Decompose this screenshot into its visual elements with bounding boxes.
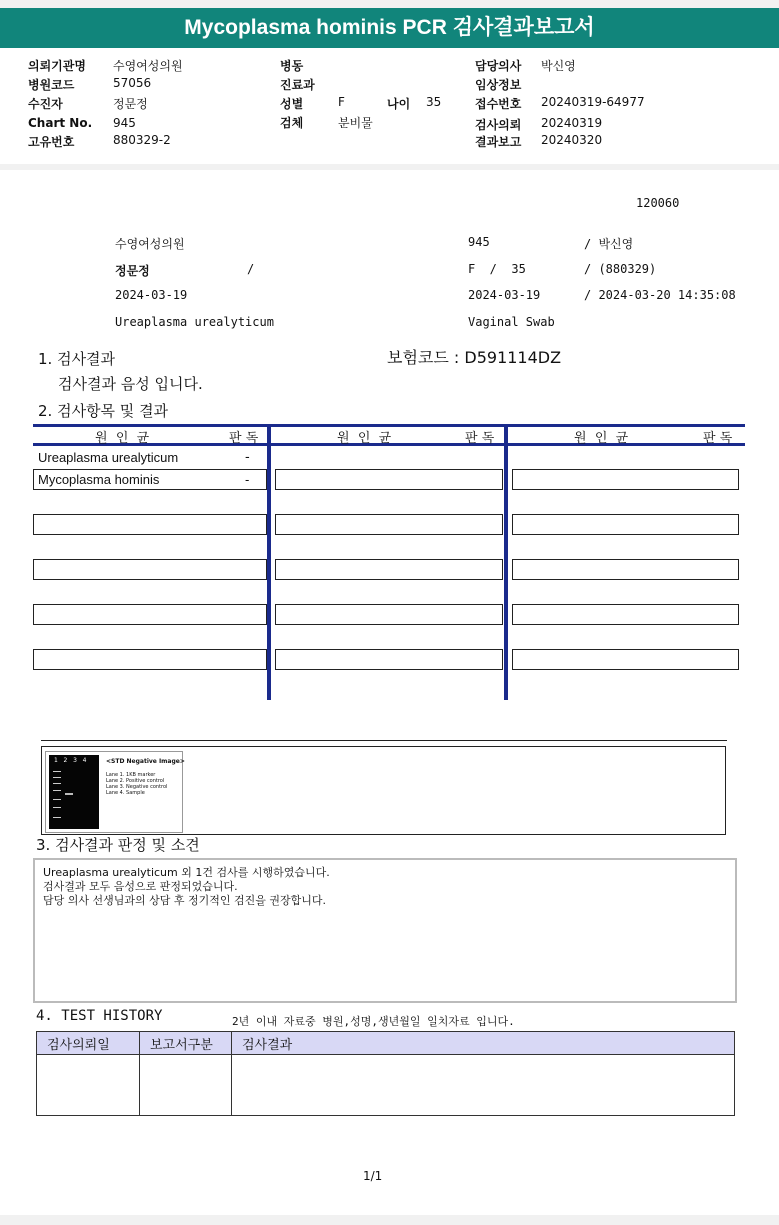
report-title: Mycoplasma hominis PCR 검사결과보고서 [0,8,779,48]
page-number: 1/1 [363,1169,383,1183]
opinion-line: 담당 의사 선생님과의 상담 후 정기적인 검진을 권장합니다. [43,894,326,907]
empty-cell [512,649,739,670]
marker-band [53,783,61,784]
empty-cell [275,469,503,490]
info-collect-date: 2024-03-19 [115,288,188,302]
marker-band [53,807,61,808]
grid-divider-1 [267,424,271,700]
info-specimen: Vaginal Swab [468,315,555,329]
empty-cell [275,559,503,580]
label-department: 진료과 [280,78,315,92]
item-box-2 [33,469,267,490]
value-hospital-code: 57056 [113,76,152,90]
gel-legend-item: Lane 2. Positive control [106,778,165,784]
label-institution: 의뢰기관명 [28,59,86,73]
gel-lane-numbers: 1 2 3 4 [54,757,87,764]
empty-cell [33,649,267,670]
item-name-1: Ureaplasma urealyticum [38,450,179,465]
info-patient: 정문정 [115,264,150,278]
opinion-line: 검사결과 모두 음성으로 판정되었습니다. [43,880,238,893]
info-institution: 수영여성의원 [115,237,185,251]
col3-header-result: 판 독 [703,431,733,446]
info-report-datetime: / 2024-03-20 14:35:08 [584,288,736,302]
image-top-rule [41,740,727,741]
col2-header-result: 판 독 [465,431,495,446]
section-1-result: 검사결과 음성 입니다. [58,375,203,393]
value-request-date: 20240319 [541,116,603,130]
col3-header-organism: 원 인 균 [574,431,629,446]
info-receipt-date: 2024-03-19 [468,288,541,302]
history-header-type: 보고서구분 [140,1032,232,1055]
label-age: 나이 [387,97,411,111]
empty-cell [275,514,503,535]
label-request-date: 검사의뢰 [475,118,522,132]
info-doctor: / 박신영 [584,237,634,251]
history-cell [140,1055,232,1116]
col2-header-organism: 원 인 균 [337,431,392,446]
insurance-code-line [387,345,561,368]
info-birth: / (880329) [584,262,657,276]
section-4-title: 4. TEST HISTORY [36,1008,163,1024]
section-2-title: 2. 검사항목 및 결과 [38,402,169,420]
positive-band [65,793,73,795]
value-institution: 수영여성의원 [113,59,183,73]
empty-cell [512,469,739,490]
empty-cell [33,604,267,625]
gel-legend [106,772,167,796]
label-unique-no: 고유번호 [28,135,75,149]
history-table [36,1031,735,1116]
label-patient: 수진자 [28,97,63,111]
value-age: 35 [426,95,442,109]
section-1-title: 1. 검사결과 [38,350,116,368]
info-test-name: Ureaplasma urealyticum [115,315,274,329]
insurance-label: 보험코드 : [387,348,465,367]
history-cell [232,1055,735,1116]
history-header-result: 검사결과 [232,1032,735,1055]
empty-cell [512,514,739,535]
marker-band [53,790,61,791]
history-empty-row [37,1055,735,1116]
history-header-date: 검사의뢰일 [37,1032,140,1055]
empty-cell [33,559,267,580]
gel-photo [49,755,99,829]
empty-cell [275,649,503,670]
value-chart-no: 945 [113,116,136,130]
info-chart-no: 945 [468,235,490,249]
gel-legend-item: Lane 1. 1KB marker [106,772,156,778]
history-note: 2년 이내 자료중 병원,성명,생년월일 일치자료 입니다. [232,1015,515,1028]
label-doctor: 담당의사 [475,59,522,73]
value-doctor: 박신영 [541,59,576,73]
marker-band [53,777,61,778]
item-result-2: - [245,472,250,487]
item-result-1: - [245,450,250,465]
label-chart-no: Chart No. [28,116,93,130]
label-hospital-code: 병원코드 [28,78,75,92]
opinion-text [43,866,330,908]
label-ward: 병동 [280,59,304,73]
col1-header-result: 판 독 [229,431,259,446]
item-name-2: Mycoplasma hominis [38,472,160,487]
empty-cell [275,604,503,625]
info-sex-age: F / 35 [468,262,526,276]
label-specimen: 검체 [280,116,304,130]
report-code: 120060 [636,196,680,210]
history-cell [37,1055,140,1116]
marker-band [53,817,61,818]
empty-cell [512,604,739,625]
info-separator: / [247,262,255,276]
col1-header-organism: 원 인 균 [95,431,150,446]
gel-legend-item: Lane 3. Negative control [106,784,168,790]
gel-image-frame [41,746,726,835]
gel-title: <STD Negative Image> [106,758,185,765]
label-receipt-no: 접수번호 [475,97,522,111]
label-report-date: 결과보고 [475,135,522,149]
section-3-title: 3. 검사결과 판정 및 소견 [36,836,200,854]
opinion-box [33,858,737,1003]
grid-divider-2 [504,424,508,700]
empty-cell [512,559,739,580]
marker-band [53,771,61,772]
label-clinical-info: 임상정보 [475,78,522,92]
gel-image [45,751,183,833]
value-sex: F [338,95,345,109]
marker-band [53,799,61,800]
opinion-line: Ureaplasma urealyticum 외 1건 검사를 시행하였습니다. [43,866,330,879]
history-header-row [37,1032,735,1055]
value-specimen: 분비물 [338,116,373,130]
insurance-code: D591114DZ [464,348,562,367]
value-receipt-no: 20240319-64977 [541,95,645,109]
value-report-date: 20240320 [541,133,603,147]
gel-legend-item: Lane 4. Sample [106,790,145,796]
report-header [0,48,779,164]
label-sex: 성별 [280,97,304,111]
value-patient: 정문정 [113,97,148,111]
value-unique-no: 880329-2 [113,133,171,147]
empty-cell [33,514,267,535]
